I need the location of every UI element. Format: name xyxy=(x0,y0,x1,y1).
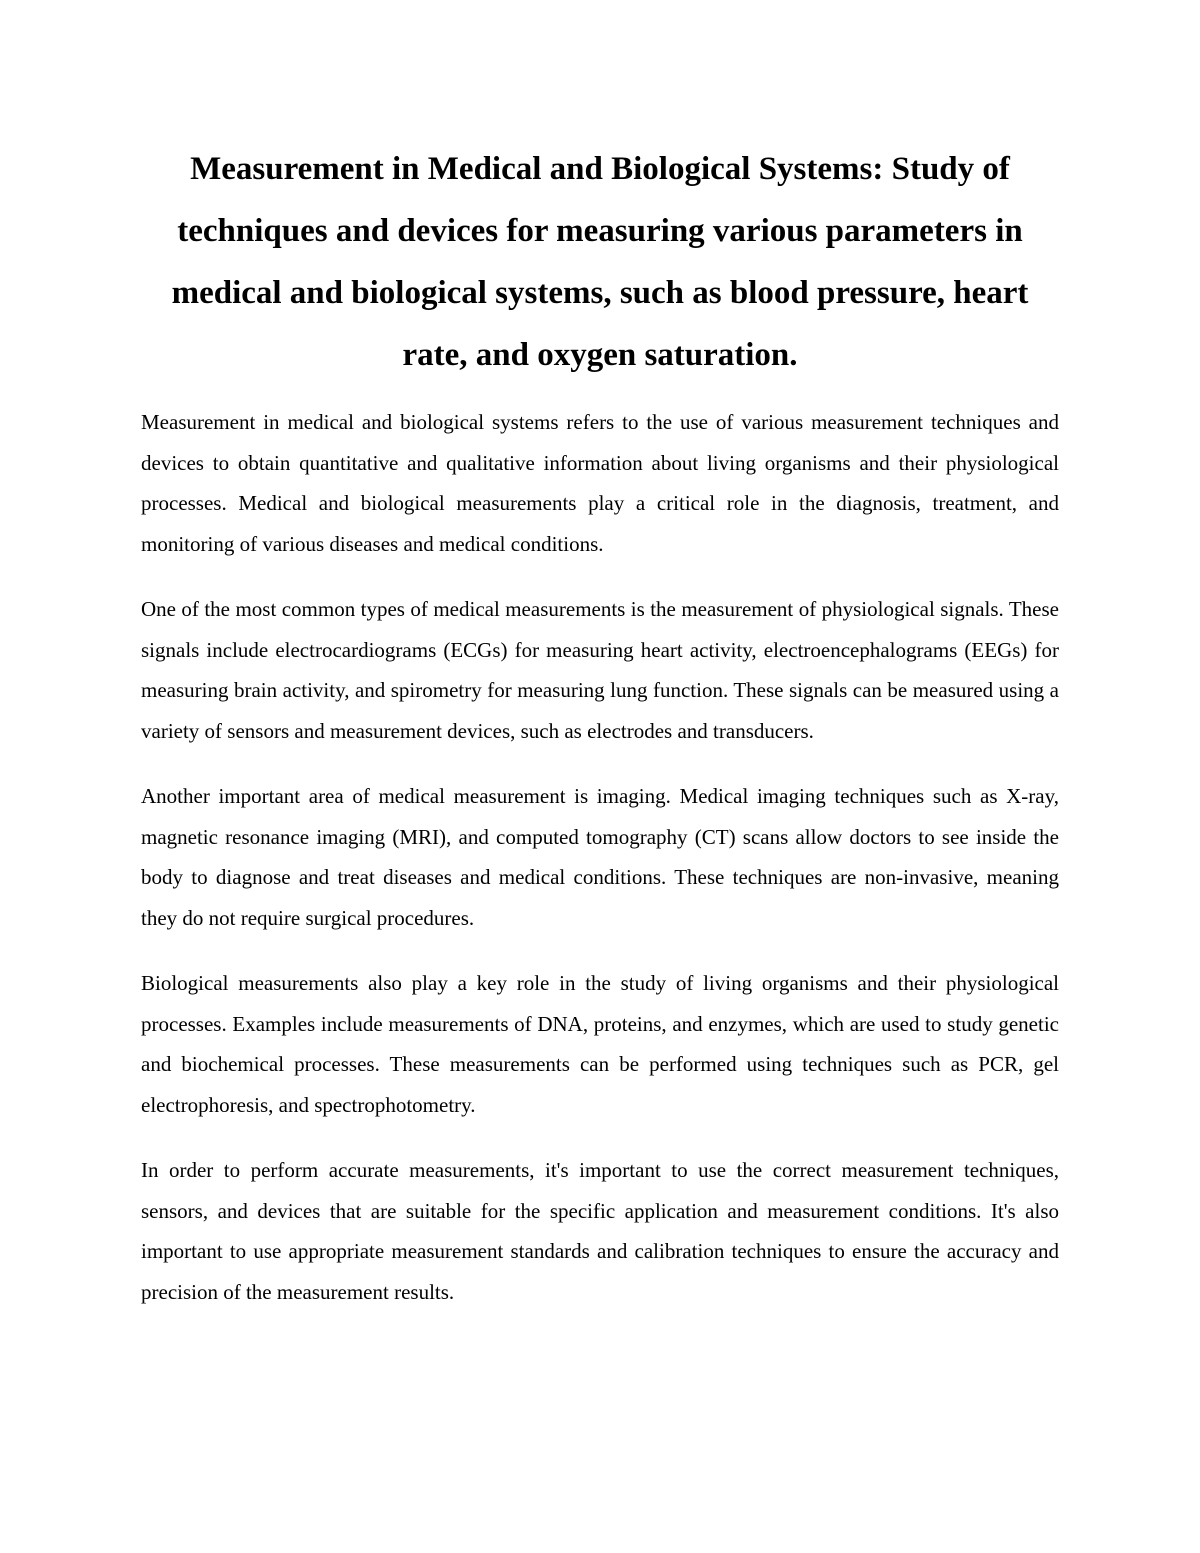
paragraph-accuracy: In order to perform accurate measurements, it's important to use the correct measurement techniques, sensors, and devices that are suitable for the specific application and measurement conditions. It's also important to use appropriate measurement standards and calibration techniques to ensure the accuracy and precision of the measurement results. xyxy=(141,1158,1059,1304)
paragraph-physiological-signals: One of the most common types of medical measurements is the measurement of physiological signals. These signals include electrocardiograms (ECGs) for measuring heart activity, electroencephalograms (EEGs) for measuring brain activity, and spirometry for measuring lung function. These signals can be measured using a variety of sensors and measurement devices, such as electrodes and transducers. xyxy=(141,597,1059,743)
document-title: Measurement in Medical and Biological Systems: Study of techniques and devices for measuring various parameters in medical and biological systems, such as blood pressure, heart rate, and oxygen saturation. xyxy=(171,151,1029,373)
paragraph-intro: Measurement in medical and biological systems refers to the use of various measurement techniques and devices to obtain quantitative and qualitative information about living organisms and their physiological processes. Medical and biological measurements play a critical role in the diagnosis, treatment, and monitoring of various diseases and medical conditions. xyxy=(141,410,1059,556)
paragraph-imaging: Another important area of medical measurement is imaging. Medical imaging techniques such as X-ray, magnetic resonance imaging (MRI), and computed tomography (CT) scans allow doctors to see inside the body to diagnose and treat diseases and medical conditions. These techniques are non-invasive, meaning they do not require surgical procedures. xyxy=(141,784,1059,930)
paragraph-biological-measurements: Biological measurements also play a key role in the study of living organisms and their physiological processes. Examples include measurements of DNA, proteins, and enzymes, which are used to study genetic and biochemical processes. These measurements can be performed using techniques such as PCR, gel electrophoresis, and spectrophotometry. xyxy=(141,971,1059,1117)
document-body xyxy=(141,402,1059,1337)
